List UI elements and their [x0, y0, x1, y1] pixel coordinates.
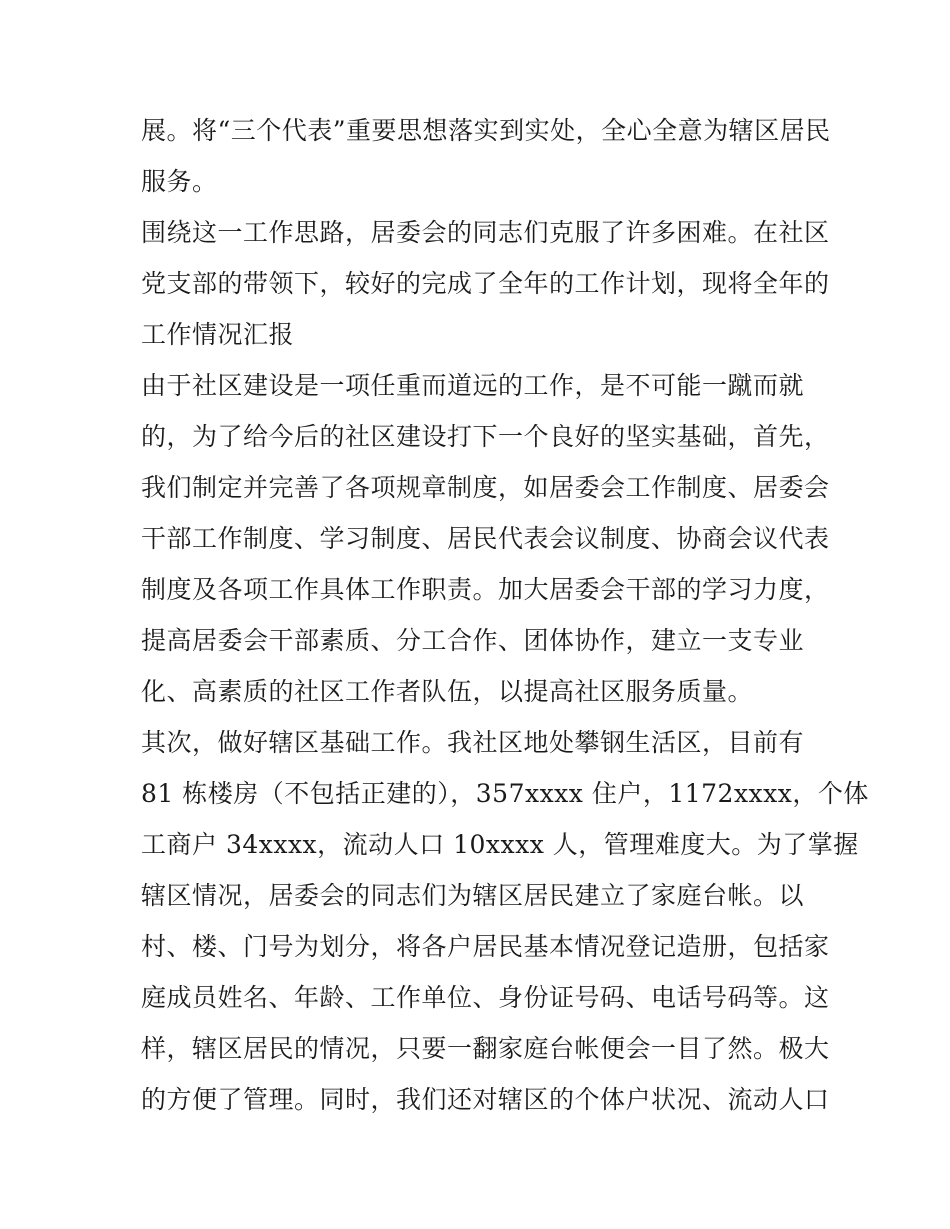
text-line: 提高居委会干部素质、分工合作、团体协作，建立一支专业: [141, 626, 805, 655]
text-line: 工商户 34xxxx，流动人口 10xxxx 人，管理难度大。为了掌握: [141, 830, 859, 859]
text-line: 我们制定并完善了各项规章制度，如居委会工作制度、居委会: [141, 473, 830, 502]
text-line: 的，为了给今后的社区建设打下一个良好的坚实基础，首先，: [141, 422, 830, 451]
text-line: 围绕这一工作思路，居委会的同志们克服了许多困难。在社区: [141, 218, 830, 247]
text-line: 村、楼、门号为划分，将各户居民基本情况登记造册，包括家: [141, 932, 830, 961]
text-line: 化、高素质的社区工作者队伍，以提高社区服务质量。: [141, 677, 754, 706]
text-line: 工作情况汇报: [141, 320, 295, 349]
text-line: 81 栋楼房（不包括正建的），357xxxx 住户，1172xxxx，个体: [141, 779, 869, 808]
text-line: 样，辖区居民的情况，只要一翻家庭台帐便会一目了然。极大: [141, 1034, 830, 1063]
body-text: [141, 105, 869, 1125]
text-line: 展。将“三个代表”重要思想落实到实处，全心全意为辖区居民: [141, 116, 831, 145]
text-line: 的方便了管理。同时，我们还对辖区的个体户状况、流动人口: [141, 1085, 830, 1114]
text-line: 干部工作制度、学习制度、居民代表会议制度、协商会议代表: [141, 524, 830, 553]
text-line: 其次，做好辖区基础工作。我社区地处攀钢生活区，目前有: [141, 728, 805, 757]
text-line: 辖区情况，居委会的同志们为辖区居民建立了家庭台帐。以: [141, 881, 805, 910]
text-line: 服务。: [141, 167, 218, 196]
text-line: 由于社区建设是一项任重而道远的工作，是不可能一蹴而就: [141, 371, 805, 400]
text-line: 制度及各项工作具体工作职责。加大居委会干部的学习力度，: [141, 575, 830, 604]
text-line: 庭成员姓名、年龄、工作单位、身份证号码、电话号码等。这: [141, 983, 830, 1012]
text-line: 党支部的带领下，较好的完成了全年的工作计划，现将全年的: [141, 269, 830, 298]
